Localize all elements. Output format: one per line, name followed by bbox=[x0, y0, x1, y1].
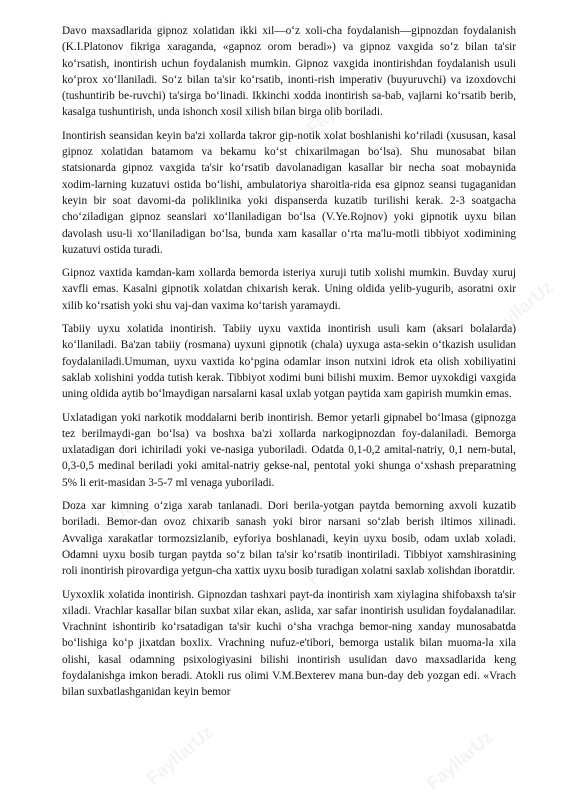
watermark bbox=[423, 727, 498, 795]
paragraph: Uxlatadigan yoki narkotik moddalarni berib inontirish. Bemor yetarli gipnabel bo‘lmasa (gipnozga tez berilmaydi-gan bo‘lsa) va boshxa ba'zi xollarda narkogipnozdan foy-dalaniladi. Bemorga uxlatadigan dori ichiriladi yoki ve-nasiga yuboriladi. Odatda 0,1-0,2 amital-natriy, 0,1 nem-butal, 0,3-0,5 medinal beriladi yoki amital-natriy gekse-nal, pentotal yoki shunga o‘xshash preparatning 5% li erit-masidan 3-5-7 ml venaga yuboriladi. bbox=[62, 411, 516, 489]
paragraph: Tabiiy uyxu xolatida inontirish. Tabiiy uyxu vaxtida inontirish usuli kam (aksari bolalarda) ko‘llaniladi. Ba'zan tabiiy (rosmana) uyxuni gipnotik (chala) uyxuga asta-sekin o‘tkazish usulidan foydalaniladi.Umuman, uyxu vaxtida ko‘pgina odamlar inson nutxini idrok eta olish xobiliyatini saklab xolishini yodda tutish kerak. Tibbiyot xodimi buni bilishi muxim. Bemor uyxokdigi vaxgida uning oldida aytib bo‘lmaydigan narsalarni kasal uxlab yotgan paytida xam gapirish mumkin emas. bbox=[62, 323, 516, 401]
paragraph: Doza xar kimning o‘ziga xarab tanlanadi. Dori berila-yotgan paytda bemorning axvoli kuzatib boriladi. Bemor-dan ovoz chixarib sanash yoki biror narsani so‘zlab berish iltimos xilinadi. Avvaliga xarakatlar tormozsizlanib, eyforiya boshlanadi, keyin uyxu bosib, odam uxlab xoladi. Odamni uyxu bosib turgan paytda so‘z bilan ta'sir ko‘rsatib inontiriladi. Tibbiyot xamshirasining roli inontirish pirovardiga yetgun-cha xattix uyxu bosib turadigan xolatni saxlab xolishdan iboratdir. bbox=[62, 500, 516, 578]
watermark bbox=[143, 722, 218, 790]
paragraph: Uyxoxlik xolatida inontirish. Gipnozdan tashxari payt-da inontirish xam xiylagina shifobaxsh ta'sir xiladi. Vrachlar kasallar bilan suxbat xilar ekan, aslida, xar safar inontirish usulidan foydalanadilar. Vrachnint ishontirib ko‘rsatadigan ta'sir kuchi o‘sha vrachga bemor-ning xanday munosabatda bo‘lishiga ko‘p jixatdan boxlix. Vrachning nufuz-e'tibori, bemorga ustalik bilan muoma-la xila olishi, kasal odamning psixologiyasini bilishi inontirish usulidan davo maxsadlarida keng foydalanishga imkon beradi. Atokli rus olimi V.M.Bexterev mana bun-day deb yozgan edi. «Vrach bilan suxbatlashganidan keyin bemor bbox=[62, 588, 516, 699]
paragraph: Gipnoz vaxtida kamdan-kam xollarda bemorda isteriya xuruji tutib xolishi mumkin. Buvday xuruj xavfli emas. Kasalni gipnotik xolatdan chixarish kerak. Uning oldida yelib-yugurib, asoratni oxir xilib ko‘rsatish yoki shu vaj-dan vaxima ko‘tarish yaramaydi. bbox=[62, 267, 516, 312]
paragraph: Davo maxsadlarida gipnoz xolatidan ikki xil—o‘z xoli-cha foydalanish—gipnozdan foydalanish (K.I.Platonov fikriga xaraganda, «gapnoz orom beradi») va gipnoz vaxgida so‘z bilan ta'sir ko‘rsatish, inontirish uchun foydalanish mumkin. Gipnoz vaxgida inontirishdan foydalanish usuli ko‘prox xo‘llaniladi. So‘z bilan ta'sir ko‘rsatib, inonti-rish imperativ (buyuruvchi) va izoxdovchi (tushuntirib be-ruvchi) ta'sirga bo‘linadi. Ikkinchi xodda inontirish sa-bab, vajlarni ko‘rsatib berib, kasalga tushuntirish, unda ishonch xosil xilish bilan birga olib boriladi. bbox=[62, 25, 516, 119]
paragraph: Inontirish seansidan keyin ba'zi xollarda takror gip-notik xolat boshlanishi ko‘riladi (xususan, kasal gipnoz xolatidan batamom va bekamu ko‘st chixarilmagan bo‘lsa). Shu munosabat bilan statsionarda gipnoz vaxgida ta'sir ko‘rsatib davolanadigan kasallar bir necha soat mobaynida xodim-larning kuzatuvi ostida bo‘lishi, ambulatoriya sharoitla-rida esa gipnoz seansi tugaganidan keyin bir soat davomi-da poliklinika yoki dispanserda kuzatib turilishi kerak. 2-3 soatgacha cho‘ziladigan gipnoz seanslari xo‘llaniladigan bo‘lsa (V.Ye.Rojnov) yoki gipnotik uyxu bilan davolash usu-li xo‘llaniladigan bo‘lsa, bunda xam kasallar o‘rta ma'lu-motli tibbiyot xodimining kuzatuvi ostida turadi. bbox=[62, 129, 516, 256]
document-page bbox=[62, 23, 516, 708]
